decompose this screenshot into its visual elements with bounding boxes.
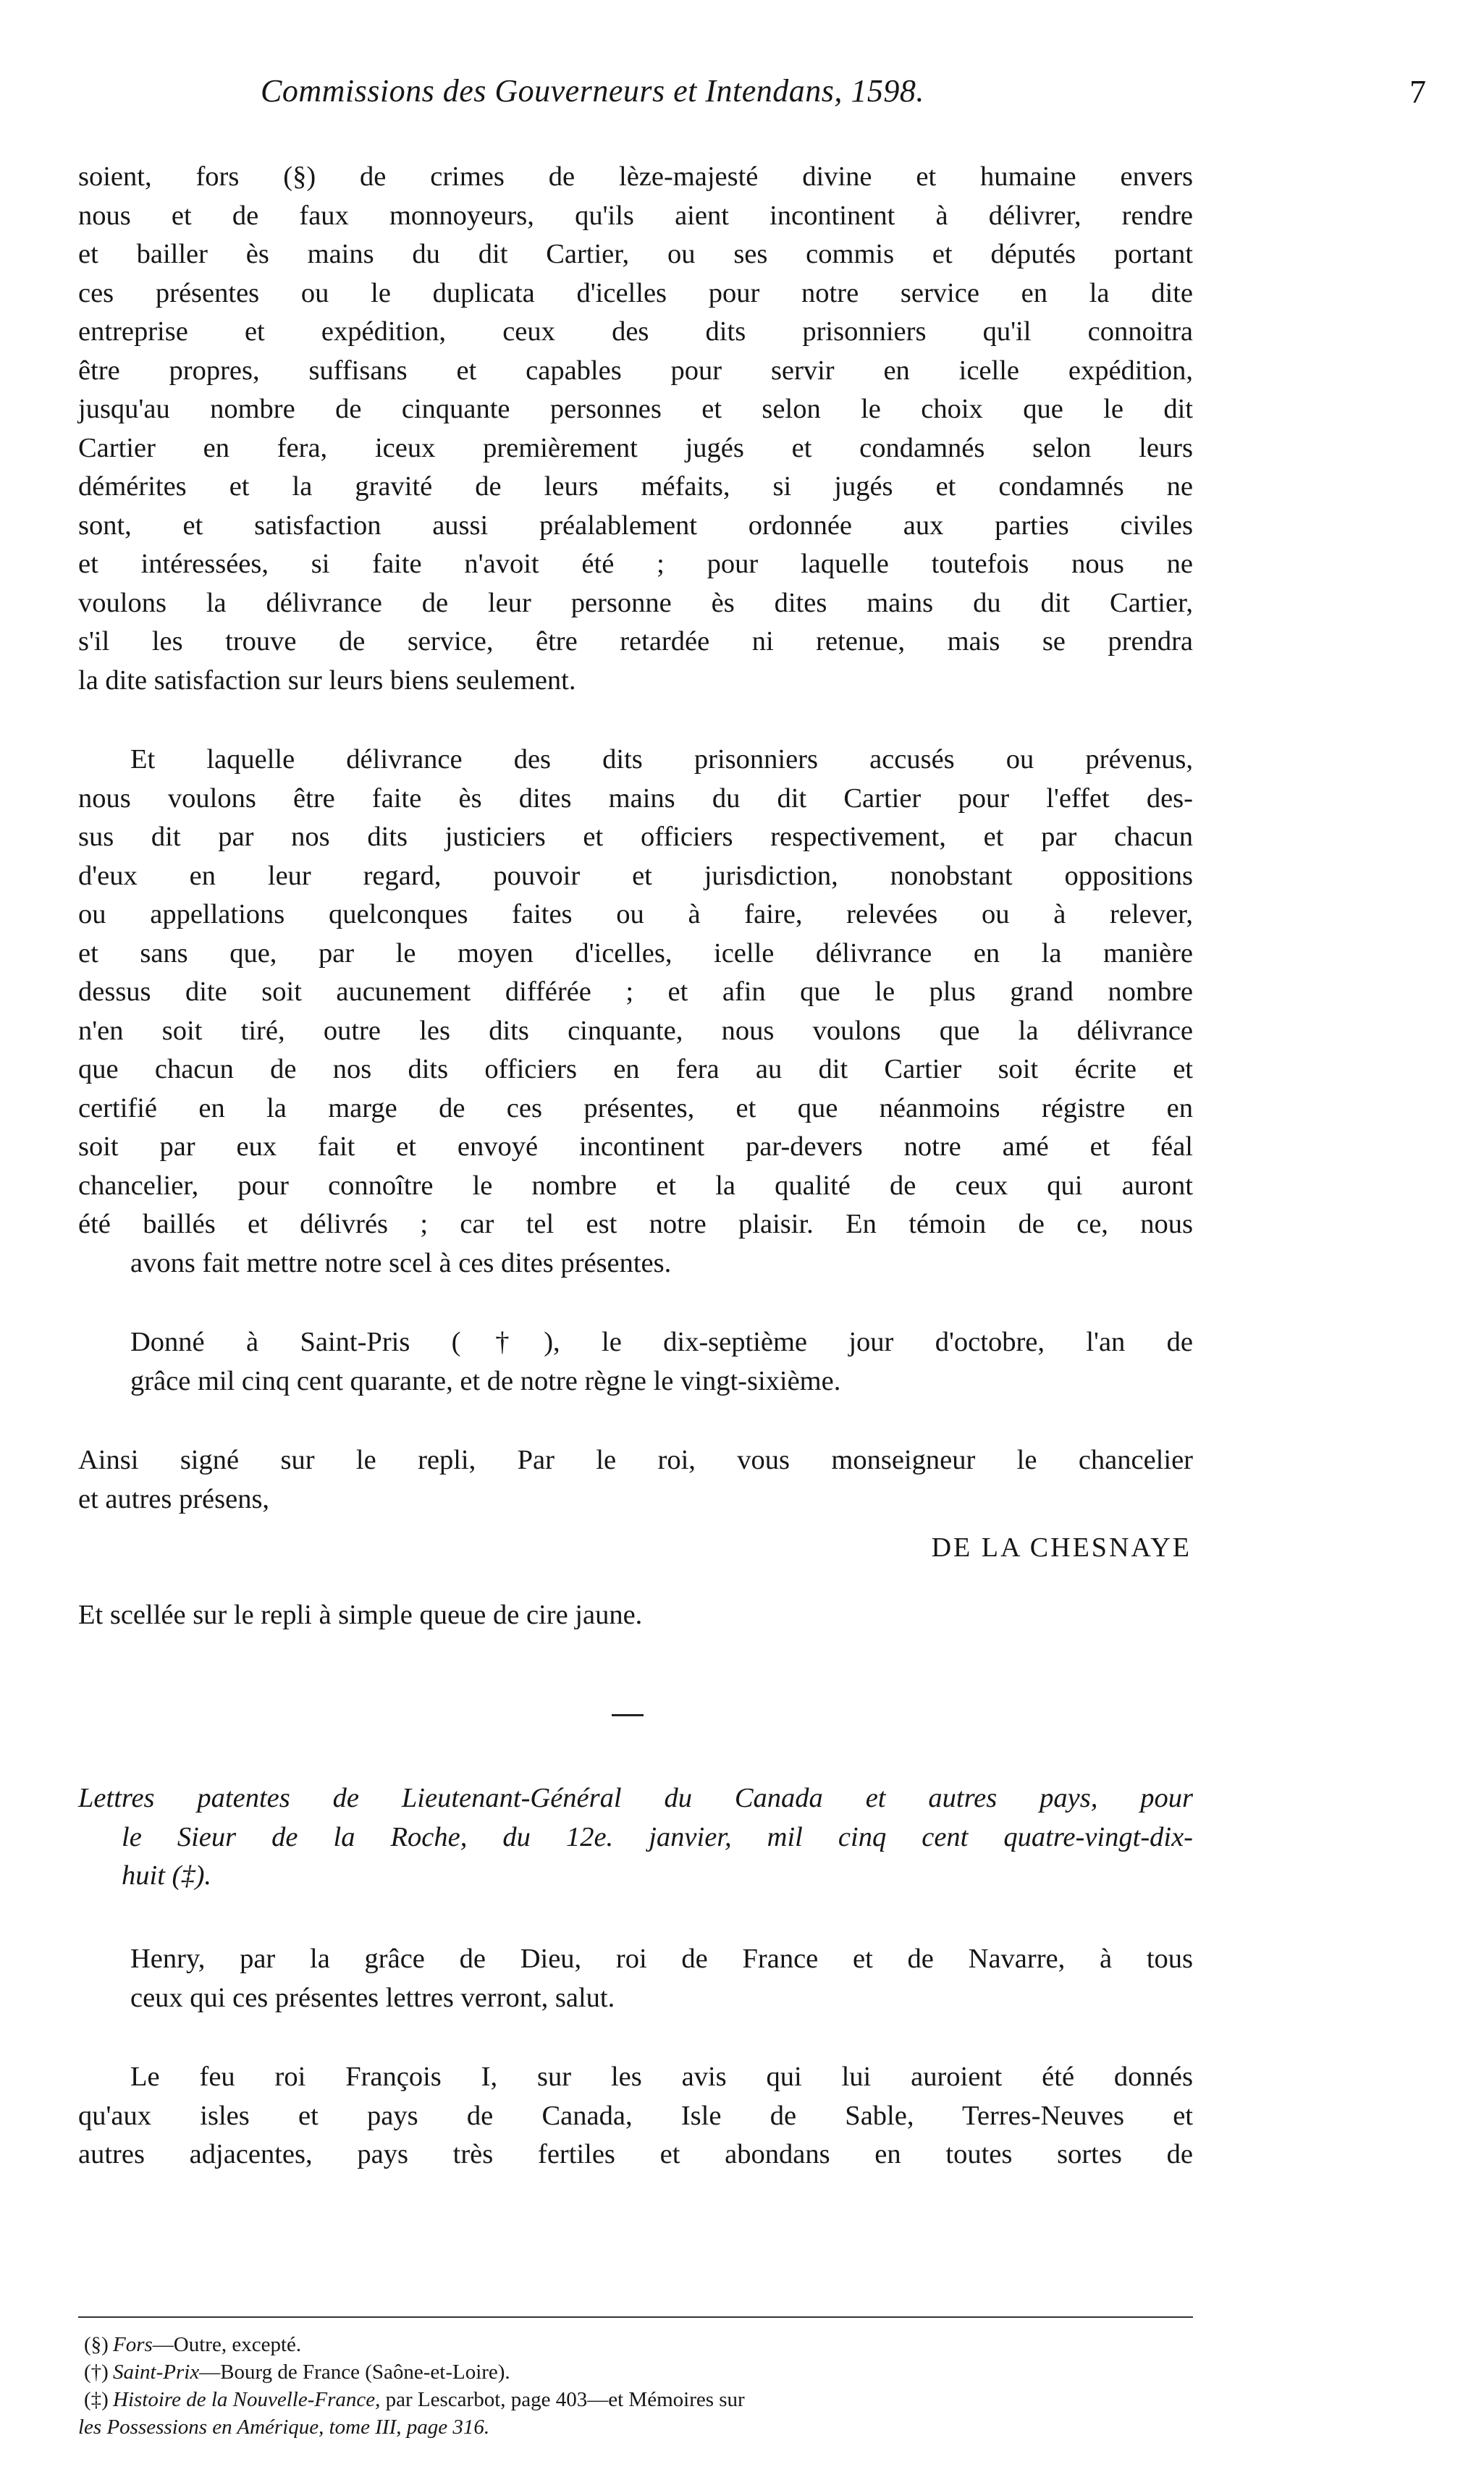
page-number: 7	[1409, 73, 1426, 110]
signature: DE LA CHESNAYE	[931, 1532, 1192, 1563]
running-title: Commissions des Gouverneurs et Intendans, 1598.	[261, 73, 924, 109]
main-text	[78, 158, 1193, 1635]
letters-paragraph-1: Henry, par la grâce de Dieu, roi de France et de Navarre, à tous ceux qui ces présentes lettres verront, salut.	[130, 1944, 1193, 2013]
footnote-1: (§) Fors—Outre, excepté.	[84, 2333, 302, 2356]
letters-title: Lettres patentes de Lieutenant-Général du Canada et autres pays, pour le Sieur de la Roche, du 12e. janvier, mil cinq cent quatre-vingt-dix- huit (‡).	[78, 1783, 1193, 1891]
paragraph-2: Et laquelle délivrance des dits prisonniers accusés ou prévenus, nous voulons être faite ès dites mains du dit Cartier pour l'effet des- sus dit par nos dits justiciers et officiers respectivement, et par chacun d'eux en leur regard, pouvoir et jurisdiction, nonobstant oppositions ou appellations quelconques faites ou à faire, relevées ou à relever, et sans que, par le moyen d'icelles, icelle délivrance en la manière dessus dite soit aucunement différée ; et afin que le plus grand nombre n'en soit tiré, outre les dits cinquante, nous voulons que la délivrance que chacun de nos dits officiers en fera au dit Cartier soit écrite et certifié en la marge de ces présentes, et que néanmoins régistre en soit par eux fait et envoyé incontinent par-devers notre amé et féal chancelier, pour connoître le nombre et la qualité de ceux qui auront été baillés et délivrés ; car tel est notre plaisir. En témoin de ce, nous avons fait mettre notre scel à ces dites présentes.	[78, 744, 1193, 1278]
letters-paragraph-2: Le feu roi François I, sur les avis qui lui auroient été donnés qu'aux isles et pays de Canada, Isle de Sable, Terres-Neuves et autres adjacentes, pays très fertiles et abondans en toutes sortes de	[78, 2062, 1193, 2169]
paragraph-1: soient, fors (§) de crimes de lèze-majesté divine et humaine envers nous et de faux monnoyeurs, qu'ils aient incontinent à délivrer, rendre et bailler ès mains du dit Cartier, ou ses commis et députés portant ces présentes ou le duplicata d'icelles pour notre service en la dite entreprise et expédition, ceux des dits prisonniers qu'il connoitra être propres, suffisans et capables pour servir en icelle expédition, jusqu'au nombre de cinquante personnes et selon le choix que le dit Cartier en fera, iceux premièrement jugés et condamnés selon leurs démérites et la gravité de leurs méfaits, si jugés et condamnés ne sont, et satisfaction aussi préalablement ordonnée aux parties civiles et intéressées, si faite n'avoit été ; pour laquelle toutefois nous ne voulons la délivrance de leur personne ès dites mains du dit Cartier, s'il les trouve de service, être retardée ni retenue, mais se prendra la dite satisfaction sur leurs biens seulement.	[78, 161, 1193, 696]
footnote-rule	[78, 2316, 1193, 2318]
footnote-2: (†) Saint-Prix—Bourg de France (Saône-et-Loire).	[84, 2361, 510, 2384]
page-header	[0, 72, 1484, 130]
paragraph-signed: Ainsi signé sur le repli, Par le roi, vous monseigneur le chancelier et autres présens,	[78, 1445, 1193, 1514]
footnote-3: (‡) Histoire de la Nouvelle-France, par Lescarbot, page 403—et Mémoires sur les Possessions en Amérique, tome III, page 316.	[78, 2388, 745, 2439]
footnotes	[78, 2331, 1193, 2441]
seal-line: Et scellée sur le repli à simple queue de cire jaune.	[78, 1600, 643, 1630]
section-separator	[612, 1714, 644, 1716]
paragraph-date: Donné à Saint-Pris (†), le dix-septième jour d'octobre, l'an de grâce mil cinq cent quarante, et de notre règne le vingt-sixième.	[130, 1327, 1193, 1396]
letters-text	[78, 1940, 1193, 2174]
